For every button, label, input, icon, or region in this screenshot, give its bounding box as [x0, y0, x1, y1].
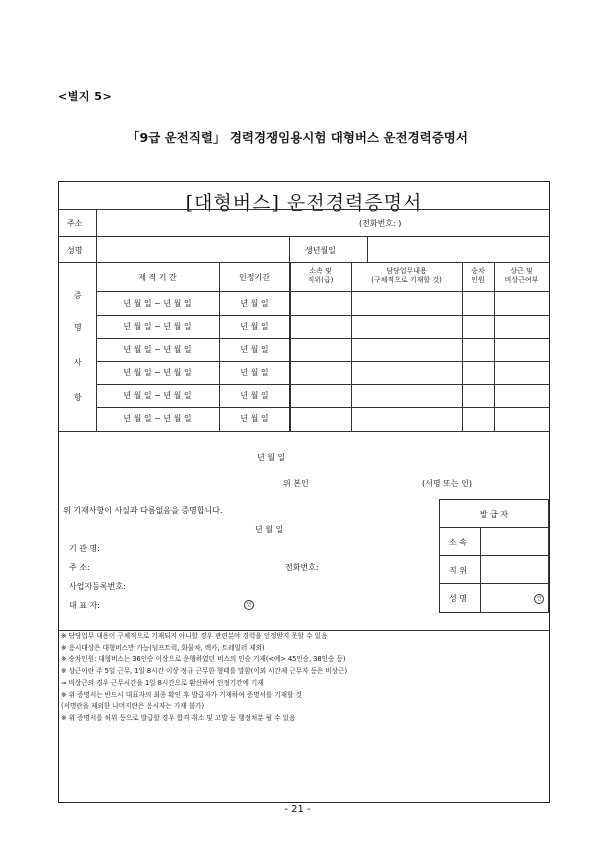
person-line: 위 본인 — [283, 479, 309, 488]
address2-label: 주 소: — [69, 563, 90, 572]
issuer-name-label: 성 명 — [449, 594, 467, 603]
note-item: ※ 위 증명서는 반드시 대표자의 최종 확인 후 발급자가 기재하여 증명서를 기재할 것 — [61, 690, 302, 699]
row-period: 년 월 일 ~ 년 월 일 — [123, 345, 192, 354]
address-label: 주소 — [67, 219, 83, 228]
document-title: 「9급 운전직렬」 경력경쟁임용시험 대형버스 운전경력증명서 — [127, 130, 468, 145]
issuer-date: 년 월 일 — [255, 525, 284, 534]
row-recognized: 년 월 일 — [240, 368, 269, 377]
row-recognized: 년 월 일 — [240, 299, 269, 308]
col-recognized: 인정기간 — [239, 273, 270, 282]
phone-label: 전화번호: — [285, 563, 319, 572]
bizno-label: 사업자등록번호: — [69, 582, 126, 591]
col-fulltime: 상근 및 비상근여부 — [504, 267, 539, 284]
date-line: 년 월 일 — [257, 453, 286, 462]
row-period: 년 월 일 ~ 년 월 일 — [123, 368, 192, 377]
row-recognized: 년 월 일 — [240, 414, 269, 423]
phone-hint: (전화번호: ) — [359, 219, 402, 228]
note-item: ※ 상근이란 주 5일 근무, 1일 8시간 이상 정규 근무한 형태를 말함(이외 시간제 근무자 등은 비상근) — [61, 667, 348, 676]
cert-char-2: 명 — [74, 323, 82, 332]
cert-char-4: 항 — [74, 393, 82, 402]
institution-label: 기 관 명: — [69, 544, 100, 553]
rep-label: 대 표 자: — [69, 601, 100, 610]
note-item: (서명란을 제외한 나머지란은 응시자는 기재 불가) — [61, 702, 205, 711]
note-item: ※ 담당업무 내용이 구체적으로 기재되지 아니할 경우 관련분야 경력을 인정받지 못할 수 있음 — [61, 632, 328, 640]
annex-label: <별지 5> — [58, 90, 113, 103]
certificate-form — [58, 181, 550, 803]
col-affiliation: 소속 및 직위(급) — [307, 267, 334, 284]
col-passengers: 승차 인원 — [471, 267, 485, 284]
row-recognized: 년 월 일 — [240, 322, 269, 331]
issuer-title: 발 급 자 — [479, 510, 509, 519]
cert-char-1: 증 — [74, 291, 82, 300]
notes-list — [61, 631, 347, 725]
issuer-position-label: 직 위 — [449, 566, 467, 575]
col-duty: 담당업무내용 (구체적으로 기재할 것) — [371, 267, 442, 284]
note-item: ※ 승차인원: 대형버스는 36인승 이상으로 운행하였던 버스의 인승 기재(<예> 45인승, 38인승 등) — [61, 655, 346, 664]
issuer-dept-label: 소 속 — [449, 538, 467, 547]
row-period: 년 월 일 ~ 년 월 일 — [123, 414, 192, 423]
rep-seal-icon: 인 — [244, 599, 254, 610]
row-recognized: 년 월 일 — [240, 391, 269, 400]
birth-label: 생년월일 — [305, 246, 336, 255]
name-label: 성명 — [67, 246, 83, 255]
note-item: ⇒ 비상근의 경우 근무시간을 1일 8시간으로 환산하여 인정기간에 기재 — [61, 678, 264, 687]
row-period: 년 월 일 ~ 년 월 일 — [123, 299, 192, 308]
row-period: 년 월 일 ~ 년 월 일 — [123, 391, 192, 400]
row-recognized: 년 월 일 — [240, 345, 269, 354]
row-period: 년 월 일 ~ 년 월 일 — [123, 322, 192, 331]
certify-text: 위 기재사항이 사실과 다름없음을 증명합니다. — [63, 506, 223, 515]
note-item: ※ 응시대상은 대형버스만 가능(덤프트럭, 화물차, 렉카, 트레일러 제외) — [61, 643, 265, 652]
col-period: 제 직 기 간 — [138, 273, 177, 282]
issuer-box — [439, 499, 549, 613]
sign-hint: (서명 또는 인) — [422, 479, 472, 488]
form-title: [대형버스] 운전경력증명서 — [185, 192, 423, 214]
page-number: - 21 - — [284, 804, 311, 815]
issuer-seal-icon: 인 — [534, 593, 544, 604]
cert-char-3: 사 — [74, 358, 82, 367]
note-item: ※ 위 증명서를 허위 등으로 발급할 경우 합격 취소 및 고발 등 행정처분 될 수 있음 — [61, 713, 296, 722]
